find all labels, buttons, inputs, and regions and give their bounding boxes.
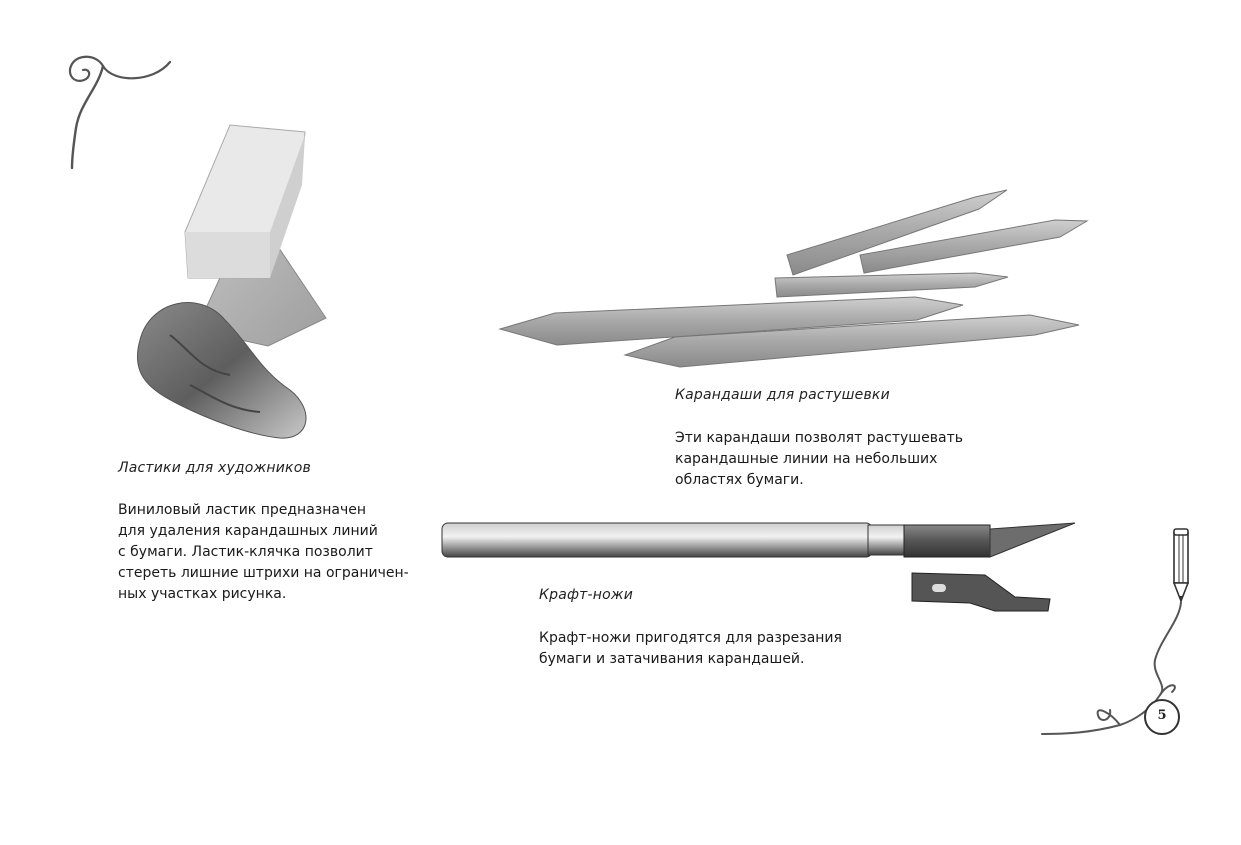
craft-knives-description: Крафт-ножи пригодятся для разрезания бумаги и затачивания карандашей. [539, 630, 842, 667]
erasers-photo [130, 120, 320, 450]
blending-stumps-photo [495, 185, 1095, 375]
erasers-caption: Ластики для художников [118, 460, 311, 476]
blending-stumps-description: Эти карандаши позволят растушевать карандашные линии на небольших областях бумаги. [675, 430, 963, 488]
craft-knives-caption: Крафт-ножи [539, 587, 634, 603]
swirl-ornament-icon [1040, 600, 1190, 745]
blending-stumps-caption: Карандаши для растушевки [675, 387, 890, 403]
craft-knife-photo [440, 515, 1080, 615]
page-number: 5 [1157, 708, 1167, 723]
pencil-icon [1170, 527, 1194, 607]
erasers-description: Виниловый ластик предназначен для удаления карандашных линий с бумаги. Ластик-клячка позволит стереть лишние штрихи на ограничен- ных участках рисунка. [118, 502, 409, 602]
